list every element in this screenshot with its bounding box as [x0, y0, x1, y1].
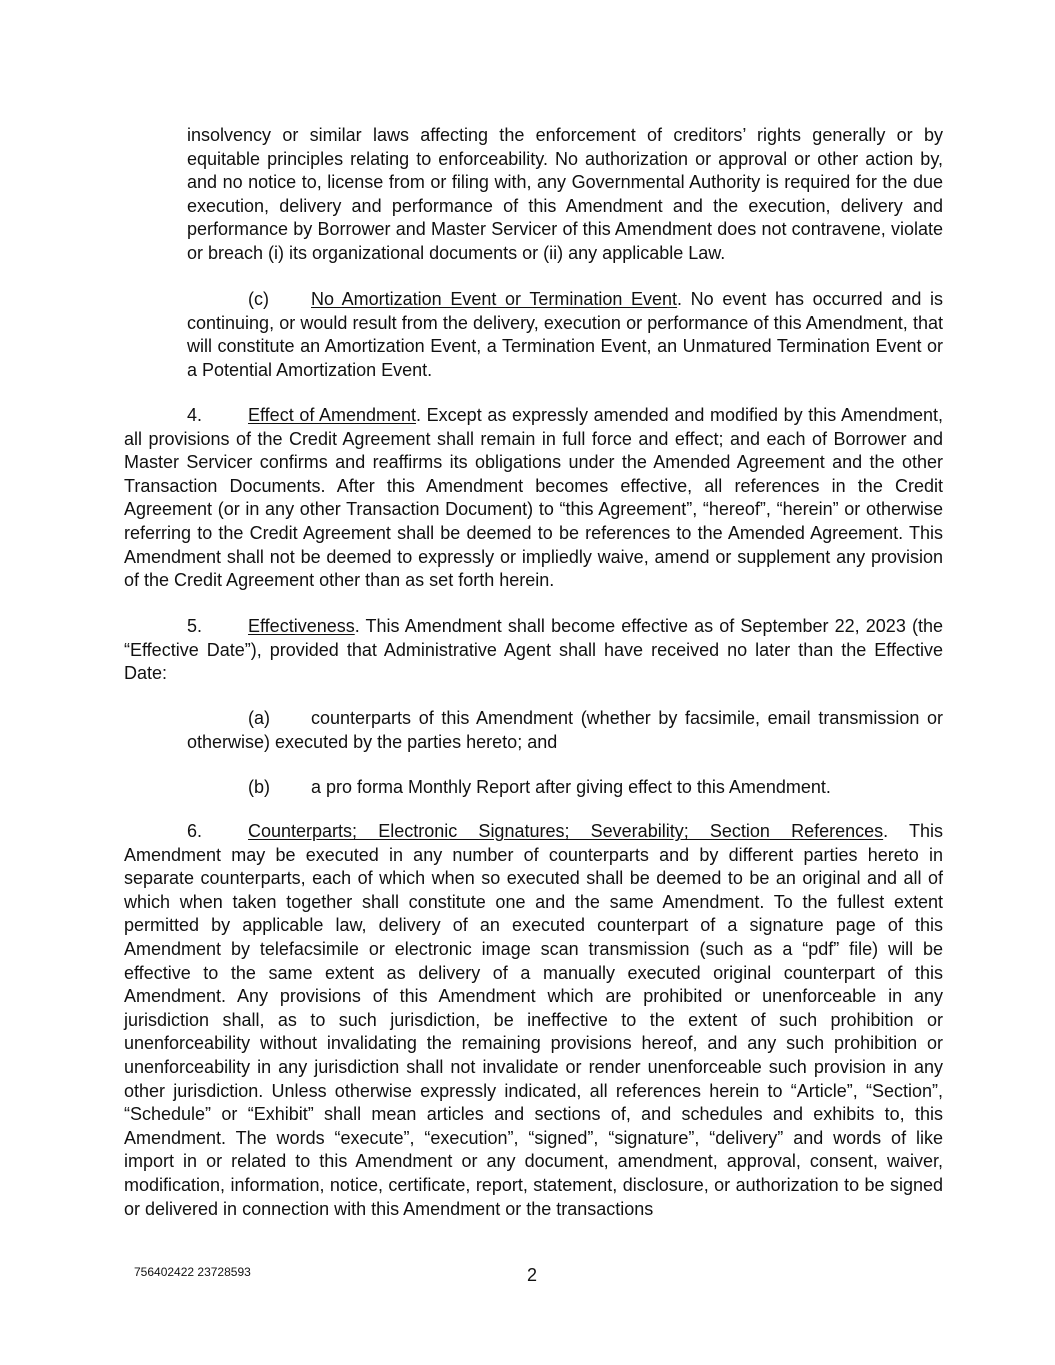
section-5-heading: Effectiveness	[248, 616, 355, 636]
clause-a-paragraph	[187, 707, 943, 754]
clause-a-text: counterparts of this Amendment (whether by facsimile, email transmission or otherwise) executed by the parties hereto; and	[187, 708, 943, 752]
footer-document-id: 756402422 23728593	[134, 1265, 251, 1279]
section-4-heading: Effect of Amendment	[248, 405, 417, 425]
section-6-paragraph	[124, 820, 943, 1221]
section-5-number: 5.	[187, 616, 203, 636]
section-4-number: 4.	[187, 405, 203, 425]
clause-b-label: (b)	[248, 777, 270, 797]
continuation-text: insolvency or similar laws affecting the enforcement of creditors’ rights generally or by equitable principles relating to enforceability. No authorization or approval or other action by, and no notice to, license from or filing with, any Governmental Authority is required for the due execution, delivery and performance of this Amendment and the execution, delivery and performance by Borrower and Master Servicer of this Amendment does not contravene, violate or breach (i) its organizational documents or (ii) any applicable Law.	[187, 125, 943, 263]
section-4-text: . Except as expressly amended and modified by this Amendment, all provisions of the Credit Agreement shall remain in full force and effect; and each of Borrower and Master Servicer confirms and reaffirms its obligations under the Amended Agreement and the other Transaction Documents. After this Amendment becomes effective, all references in the Credit Agreement (or in any other Transaction Document) to “this Agreement”, “hereof”, “herein” or otherwise referring to the Credit Agreement shall be deemed to be references to the Amended Agreement. This Amendment shall not be deemed to expressly or impliedly waive, amend or supplement any provision of the Credit Agreement other than as set forth herein.	[124, 405, 943, 591]
section-6-heading: Counterparts; Electronic Signatures; Severability; Section References	[248, 821, 884, 841]
clause-c-heading: No Amortization Event or Termination Event	[311, 289, 678, 309]
clause-c-text: . No event has occurred and is continuing, or would result from the delivery, execution or performance of this Amendment, that will constitute an Amortization Event, a Termination Event, an Unmatured Termination Event or a Potential Amortization Event.	[187, 289, 943, 380]
clause-c-label: (c)	[248, 289, 269, 309]
section-6-text: . This Amendment may be executed in any number of counterparts and by different parties hereto in separate counterparts, each of which when so executed shall be deemed to be an original and all of which when taken together shall constitute one and the same Amendment. To the fullest extent permitted by applicable law, delivery of an executed counterpart of a signature page of this Amendment by telefacsimile or electronic image scan transmission (such as a “pdf” file) will be effective to the same extent as delivery of a manually executed original counterpart of this Amendment. Any provisions of this Amendment which are prohibited or unenforceable in any jurisdiction shall, as to such jurisdiction, be ineffective to the extent of such prohibition or unenforceability without invalidating the remaining provisions hereof, and any such prohibition or unenforceability in any jurisdiction shall not invalidate or render unenforceable such provision in any other jurisdiction. Unless otherwise expressly indicated, all references herein to “Article”, “Section”, “Schedule” or “Exhibit” shall mean articles and sections of, and schedules and exhibits to, this Amendment. The words “execute”, “execution”, “signed”, “signature”, “delivery” and words of like import in or related to this Amendment or any document, amendment, approval, consent, waiver, modification, information, notice, certificate, report, statement, disclosure, or authorization to be signed or delivered in connection with this Amendment or the transactions	[124, 821, 943, 1219]
page-number: 2	[527, 1265, 538, 1285]
clause-b-text: a pro forma Monthly Report after giving effect to this Amendment.	[311, 777, 831, 797]
section-5-text: . This Amendment shall become effective as of September 22, 2023 (the “Effective Date”), provided that Administrative Agent shall have received no later than the Effective Date:	[124, 616, 943, 684]
clause-c-paragraph	[187, 288, 943, 382]
section-5-paragraph	[124, 615, 943, 686]
section-4-paragraph	[124, 404, 943, 593]
clause-a-label: (a)	[248, 708, 270, 728]
clause-b-paragraph	[187, 776, 943, 800]
section-6-number: 6.	[187, 821, 203, 841]
continuation-paragraph	[187, 124, 943, 266]
